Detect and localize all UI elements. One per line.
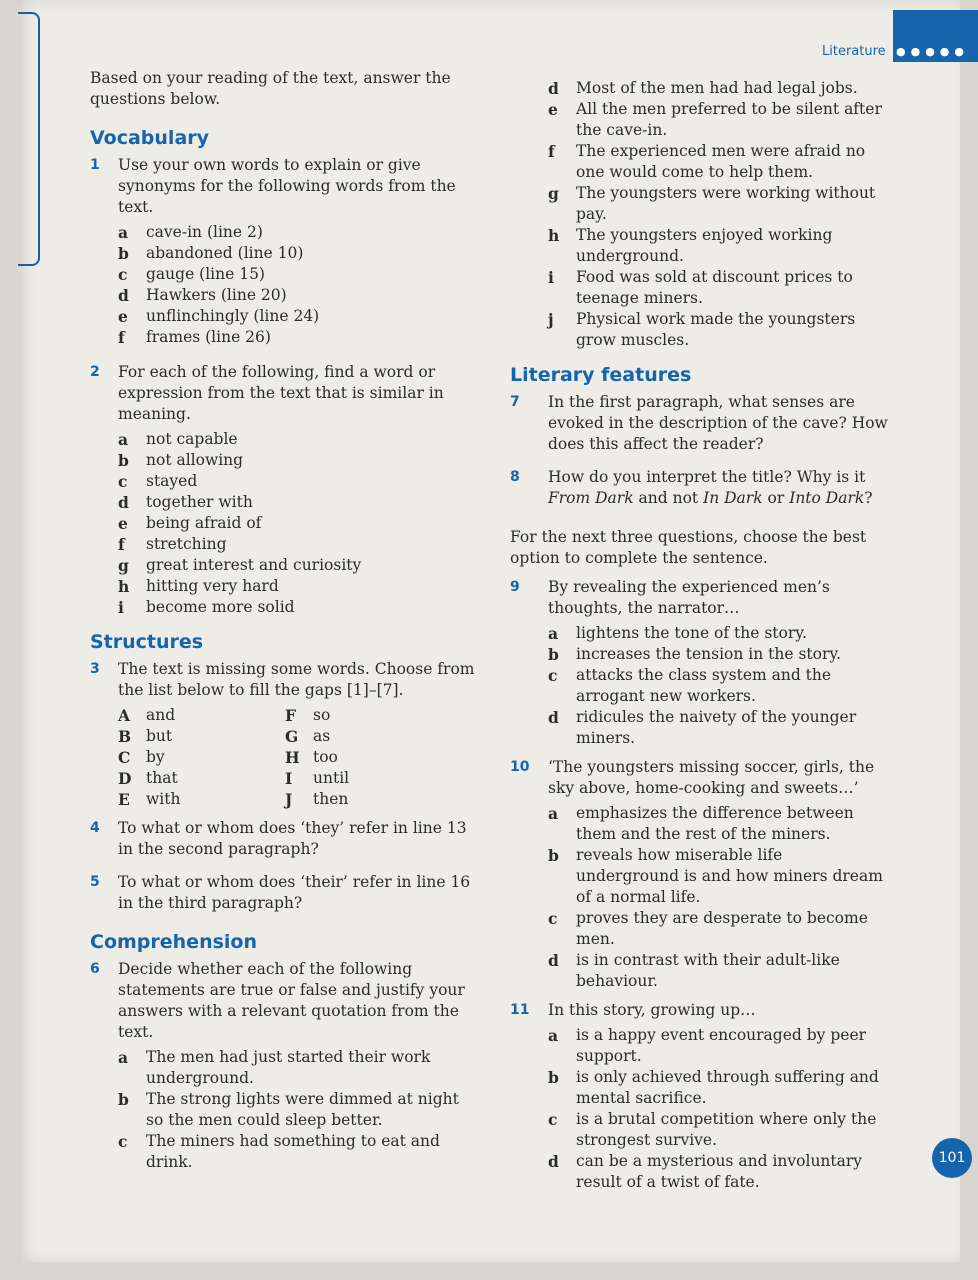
list-item	[548, 908, 890, 950]
q10-options	[548, 803, 890, 992]
item-letter: d	[548, 951, 559, 970]
item-letter: d	[118, 493, 129, 512]
q11-options	[548, 1025, 890, 1193]
heading-vocabulary: Vocabulary	[90, 127, 210, 149]
page-edge-bracket	[18, 12, 40, 266]
list-item	[548, 623, 890, 644]
question-text: The text is missing some words. Choose from the list below to fill the gaps [1]–[7].	[118, 660, 475, 699]
q6-items-continued	[548, 78, 890, 351]
list-item	[548, 183, 890, 225]
item-letter: b	[548, 1068, 559, 1087]
item-letter: e	[118, 514, 128, 533]
question-2	[90, 362, 480, 425]
word-letter: E	[118, 790, 130, 809]
list-item	[548, 309, 890, 351]
item-letter: i	[548, 268, 554, 287]
question-1	[90, 155, 480, 218]
item-text: is in contrast with their adult-like behaviour.	[576, 951, 840, 990]
word-letter: D	[118, 769, 132, 788]
left-column	[90, 68, 480, 1173]
word-option	[118, 747, 285, 768]
intro-text: Based on your reading of the text, answer the questions below.	[90, 69, 451, 108]
question-number: 8	[510, 469, 520, 485]
item-text: Food was sold at discount prices to teenage miners.	[576, 268, 853, 307]
question-9	[510, 577, 890, 619]
item-letter: b	[118, 244, 129, 263]
question-number: 1	[90, 157, 100, 173]
item-letter: h	[548, 226, 560, 245]
list-item	[118, 555, 480, 576]
question-10	[510, 757, 890, 799]
item-text: Hawkers (line 20)	[146, 286, 287, 304]
question-number: 5	[90, 874, 100, 890]
question-4	[90, 818, 480, 860]
item-letter: b	[548, 645, 559, 664]
item-letter: a	[548, 804, 559, 823]
question-text: Use your own words to explain or give synonyms for the following words from the text.	[118, 156, 456, 216]
item-letter: f	[548, 142, 555, 161]
list-item	[118, 1089, 480, 1131]
item-letter: g	[118, 556, 129, 575]
item-text: cave-in (line 2)	[146, 223, 263, 241]
word-option	[285, 705, 480, 726]
q1-items	[118, 222, 480, 348]
item-letter: a	[118, 430, 129, 449]
word-text: and	[146, 706, 176, 724]
list-item	[118, 243, 480, 264]
item-text: All the men preferred to be silent after the cave-in.	[576, 100, 882, 139]
item-text: Most of the men had had legal jobs.	[576, 79, 858, 97]
item-letter: a	[118, 223, 129, 242]
question-text: To what or whom does ‘they’ refer in line 13 in the second paragraph?	[118, 819, 467, 858]
item-letter: a	[118, 1048, 129, 1067]
question-6	[90, 959, 480, 1043]
question-11	[510, 1000, 890, 1021]
list-item	[548, 267, 890, 309]
item-letter: g	[548, 184, 559, 203]
item-text: unflinchingly (line 24)	[146, 307, 320, 325]
word-option	[285, 768, 480, 789]
list-item	[118, 306, 480, 327]
list-item	[118, 576, 480, 597]
item-letter: c	[118, 472, 128, 491]
word-option	[285, 726, 480, 747]
word-letter: C	[118, 748, 131, 767]
word-option	[118, 789, 285, 810]
item-text: The youngsters enjoyed working underground.	[576, 226, 833, 265]
question-5	[90, 872, 480, 914]
word-letter: A	[118, 706, 131, 725]
item-letter: a	[548, 1026, 559, 1045]
item-text: not capable	[146, 430, 238, 448]
question-text: ‘The youngsters missing soccer, girls, the sky above, home-cooking and sweets…’	[548, 758, 875, 797]
item-text: is a happy event encouraged by peer support.	[576, 1026, 867, 1065]
question-3	[90, 659, 480, 701]
item-letter: c	[548, 909, 558, 928]
list-item	[118, 513, 480, 534]
item-text: being afraid of	[146, 514, 262, 532]
word-option	[118, 726, 285, 747]
list-item	[548, 225, 890, 267]
item-letter: e	[548, 100, 558, 119]
item-text: frames (line 26)	[146, 328, 271, 346]
item-text: not allowing	[146, 451, 244, 469]
question-text: To what or whom does ‘their’ refer in line 16 in the third paragraph?	[118, 873, 471, 912]
word-letter: F	[285, 706, 297, 725]
list-item	[548, 99, 890, 141]
list-item	[118, 285, 480, 306]
item-text: stretching	[146, 535, 227, 553]
item-text: lightens the tone of the story.	[576, 624, 807, 642]
word-option	[118, 768, 285, 789]
list-item	[548, 803, 890, 845]
word-text: with	[146, 790, 181, 808]
question-number: 10	[510, 759, 530, 775]
question-7	[510, 392, 890, 455]
page-number: 101	[932, 1138, 972, 1178]
question-8	[510, 467, 890, 509]
item-text: The experienced men were afraid no one would come to help them.	[576, 142, 866, 181]
item-letter: b	[118, 451, 129, 470]
list-item	[548, 665, 890, 707]
item-letter: f	[118, 328, 125, 347]
item-letter: h	[118, 577, 130, 596]
word-letter: B	[118, 727, 132, 746]
item-text: The men had just started their work underground.	[146, 1048, 431, 1087]
item-letter: b	[548, 846, 559, 865]
item-text: increases the tension in the story.	[576, 645, 842, 663]
list-item	[118, 1131, 480, 1173]
question-number: 9	[510, 579, 520, 595]
question-text: In the first paragraph, what senses are evoked in the description of the cave? How does this affect the reader?	[548, 393, 888, 453]
list-item	[118, 492, 480, 513]
list-item	[118, 471, 480, 492]
list-item	[118, 534, 480, 555]
running-head: Literature	[822, 44, 886, 59]
question-text: For each of the following, find a word or expression from the text that is similar in meaning.	[118, 363, 444, 423]
textbook-page	[18, 0, 969, 1262]
item-letter: a	[548, 624, 559, 643]
list-item	[548, 1151, 890, 1193]
list-item	[548, 950, 890, 992]
item-text: is a brutal competition where only the strongest survive.	[576, 1110, 877, 1149]
item-text: attacks the class system and the arrogant new workers.	[576, 666, 832, 705]
item-text: gauge (line 15)	[146, 265, 265, 283]
heading-comprehension: Comprehension	[90, 931, 257, 953]
item-text: is only achieved through suffering and mental sacrifice.	[576, 1068, 879, 1107]
word-letter: J	[285, 790, 293, 809]
heading-structures: Structures	[90, 631, 204, 653]
word-text: by	[146, 748, 165, 766]
word-letter: H	[285, 748, 300, 767]
item-letter: j	[548, 310, 554, 329]
item-text: can be a mysterious and involuntary result of a twist of fate.	[576, 1152, 863, 1191]
heading-literary-features: Literary features	[510, 364, 692, 386]
word-text: but	[146, 727, 173, 745]
item-text: Physical work made the youngsters grow muscles.	[576, 310, 856, 349]
item-letter: c	[118, 265, 128, 284]
question-number: 6	[90, 961, 100, 977]
question-text: How do you interpret the title? Why is it From Dark and not In Dark or Into Dark?	[548, 468, 873, 507]
list-item	[548, 1109, 890, 1151]
item-text: abandoned (line 10)	[146, 244, 304, 262]
item-text: reveals how miserable life underground is and how miners dream of a normal life.	[576, 846, 883, 906]
question-text: In this story, growing up…	[548, 1001, 756, 1019]
q9-options	[548, 623, 890, 749]
word-letter: I	[285, 769, 293, 788]
item-letter: e	[118, 307, 128, 326]
word-option	[285, 747, 480, 768]
word-option	[118, 705, 285, 726]
item-letter: f	[118, 535, 125, 554]
item-letter: d	[548, 79, 559, 98]
q2-items	[118, 429, 480, 618]
list-item	[118, 597, 480, 618]
question-number: 11	[510, 1002, 530, 1018]
item-letter: c	[118, 1132, 128, 1151]
list-item	[118, 1047, 480, 1089]
list-item	[548, 1025, 890, 1067]
list-item	[548, 707, 890, 749]
right-column	[510, 78, 890, 1193]
item-letter: c	[548, 666, 558, 685]
word-text: then	[313, 790, 349, 808]
word-list	[118, 705, 480, 810]
item-text: become more solid	[146, 598, 295, 616]
item-letter: d	[548, 1152, 559, 1171]
item-letter: c	[548, 1110, 558, 1129]
item-letter: i	[118, 598, 124, 617]
question-number: 3	[90, 661, 100, 677]
list-item	[548, 845, 890, 908]
question-number: 4	[90, 820, 100, 836]
word-text: too	[313, 748, 338, 766]
word-text: until	[313, 769, 350, 787]
dots-icon: ●●●●●	[896, 45, 969, 58]
item-text: The youngsters were working without pay.	[576, 184, 876, 223]
item-text: proves they are desperate to become men.	[576, 909, 868, 948]
question-number: 2	[90, 364, 100, 380]
list-item	[548, 141, 890, 183]
list-item	[118, 264, 480, 285]
item-text: great interest and curiosity	[146, 556, 362, 574]
item-text: The strong lights were dimmed at night so the men could sleep better.	[146, 1090, 459, 1129]
question-number: 7	[510, 394, 520, 410]
word-text: that	[146, 769, 178, 787]
list-item	[118, 327, 480, 348]
list-item	[548, 1067, 890, 1109]
list-item	[118, 450, 480, 471]
list-item	[548, 644, 890, 665]
word-text: as	[313, 727, 331, 745]
question-text: Decide whether each of the following statements are true or false and justify your answers with a relevant quotation from the text.	[118, 960, 465, 1041]
word-letter: G	[285, 727, 299, 746]
item-text: stayed	[146, 472, 198, 490]
item-text: ridicules the naivety of the younger miners.	[576, 708, 857, 747]
question-text: By revealing the experienced men’s thoughts, the narrator…	[548, 578, 830, 617]
word-option	[285, 789, 480, 810]
item-text: hitting very hard	[146, 577, 279, 595]
instruction-text: For the next three questions, choose the best option to complete the sentence.	[510, 528, 867, 567]
word-text: so	[313, 706, 331, 724]
item-text: emphasizes the difference between them and the rest of the miners.	[576, 804, 854, 843]
list-item	[548, 78, 890, 99]
list-item	[118, 222, 480, 243]
item-letter: b	[118, 1090, 129, 1109]
list-item	[118, 429, 480, 450]
item-letter: d	[548, 708, 559, 727]
item-letter: d	[118, 286, 129, 305]
item-text: together with	[146, 493, 253, 511]
q6-items	[118, 1047, 480, 1173]
item-text: The miners had something to eat and drink.	[146, 1132, 440, 1171]
